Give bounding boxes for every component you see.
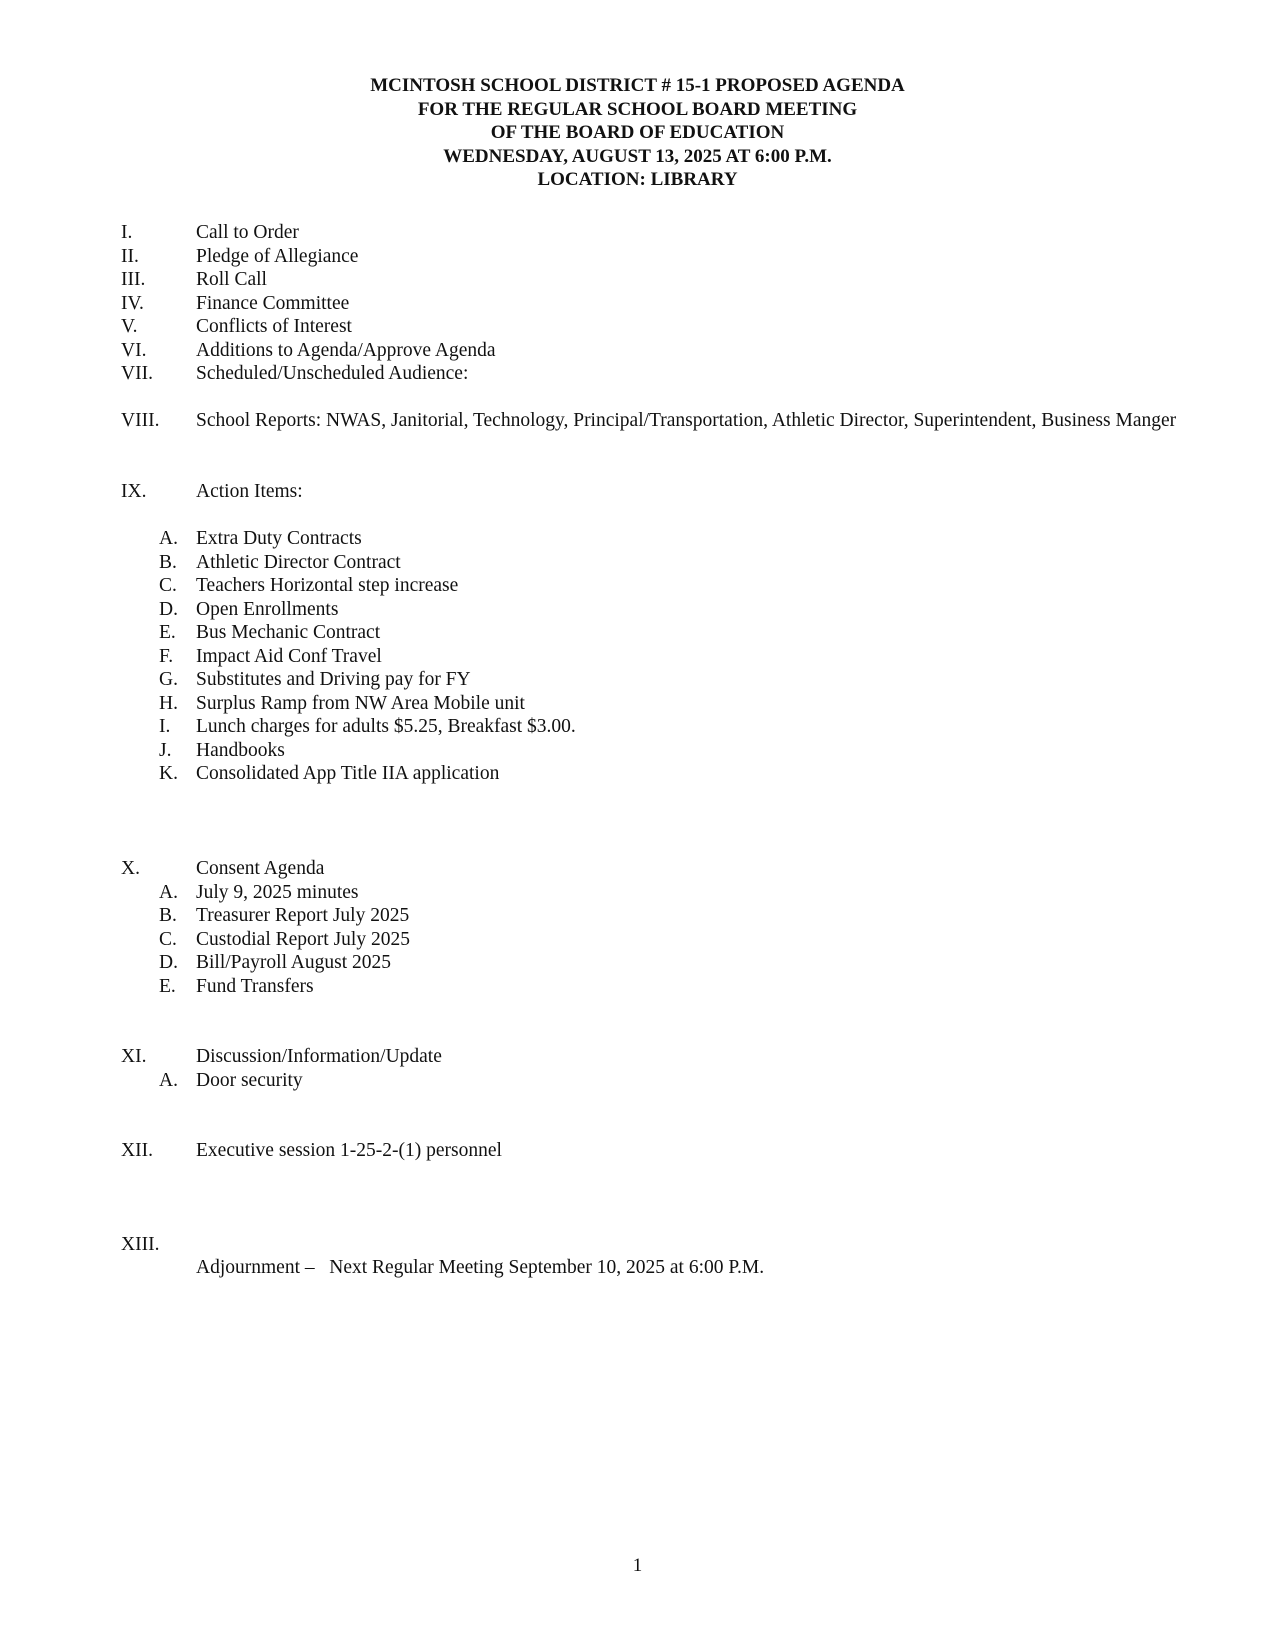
item-text: Additions to Agenda/Approve Agenda xyxy=(196,339,496,361)
item-letter: A. xyxy=(159,881,178,903)
item-text: July 9, 2025 minutes xyxy=(196,881,359,903)
item-letter: D. xyxy=(159,598,178,620)
item-letter: J. xyxy=(159,739,172,761)
item-text: Extra Duty Contracts xyxy=(196,528,362,549)
item-text: Action Items: xyxy=(196,481,303,502)
item-number: VIII. xyxy=(121,410,160,431)
item-letter: E. xyxy=(159,622,176,643)
item-text: Substitutes and Driving pay for FY xyxy=(196,669,471,690)
item-text: Fund Transfers xyxy=(196,975,314,997)
agenda-item-xiii xyxy=(0,1209,765,1280)
item-text: Impact Aid Conf Travel xyxy=(196,645,382,667)
item-letter: A. xyxy=(159,1069,178,1091)
item-number: IV. xyxy=(121,292,144,314)
item-letter: B. xyxy=(159,905,177,926)
item-number: X. xyxy=(121,858,140,879)
item-letter: B. xyxy=(159,551,177,573)
item-text: Bus Mechanic Contract xyxy=(196,622,381,643)
item-letter: I. xyxy=(159,716,171,737)
item-letter: G. xyxy=(159,669,178,690)
item-number: VII. xyxy=(121,363,153,384)
item-text: Consent Agenda xyxy=(196,858,325,879)
item-letter: C. xyxy=(159,928,177,950)
item-text: Discussion/Information/Update xyxy=(196,1046,442,1067)
item-text: Teachers Horizontal step increase xyxy=(196,575,459,596)
item-text: Athletic Director Contract xyxy=(196,551,401,573)
item-text: Open Enrollments xyxy=(196,598,339,620)
item-text: Consolidated App Title IIA application xyxy=(196,763,500,784)
item-text: Bill/Payroll August 2025 xyxy=(196,952,392,973)
item-number: VI. xyxy=(121,339,147,361)
item-text: Adjournment – Next Regular Meeting September 10, 2025 at 6:00 P.M. xyxy=(196,1257,765,1278)
item-text: Finance Committee xyxy=(196,292,350,314)
item-text: Roll Call xyxy=(196,269,267,290)
header-location: LOCATION: LIBRARY xyxy=(537,169,738,190)
item-text: Treasurer Report July 2025 xyxy=(196,905,410,926)
item-number: IX. xyxy=(121,481,147,502)
item-text: Executive session 1-25-2-(1) personnel xyxy=(196,1140,502,1161)
item-number: XI. xyxy=(121,1046,147,1067)
item-number: III. xyxy=(121,269,146,290)
item-text: Door security xyxy=(196,1069,303,1091)
item-text: Custodial Report July 2025 xyxy=(196,928,410,950)
item-letter: A. xyxy=(159,528,178,549)
item-letter: F. xyxy=(159,645,174,667)
item-text: Handbooks xyxy=(196,739,285,761)
item-number: II. xyxy=(121,245,139,267)
header-meeting-type: FOR THE REGULAR SCHOOL BOARD MEETING xyxy=(417,98,858,120)
item-text: Scheduled/Unscheduled Audience: xyxy=(196,363,469,384)
header-board: OF THE BOARD OF EDUCATION xyxy=(490,122,785,143)
item-number: I. xyxy=(121,222,133,243)
item-letter: K. xyxy=(159,763,178,784)
item-number: V. xyxy=(121,316,138,337)
item-letter: H. xyxy=(159,692,178,714)
item-letter: E. xyxy=(159,975,176,997)
item-text: School Reports: NWAS, Janitorial, Technology, Principal/Transportation, Athletic Director, Superintendent, Business Manger xyxy=(196,410,1177,431)
item-text: Conflicts of Interest xyxy=(196,316,352,337)
agenda-header xyxy=(0,74,1275,192)
item-text: Call to Order xyxy=(196,222,299,243)
item-letter: C. xyxy=(159,575,177,596)
page-number: 1 xyxy=(632,1555,643,1576)
item-number: XII. xyxy=(121,1140,153,1161)
item-text: Lunch charges for adults $5.25, Breakfast $3.00. xyxy=(196,716,576,737)
item-text: Pledge of Allegiance xyxy=(196,245,359,267)
header-date-time: WEDNESDAY, AUGUST 13, 2025 AT 6:00 P.M. xyxy=(443,145,832,167)
item-text: Surplus Ramp from NW Area Mobile unit xyxy=(196,692,525,714)
header-district-title: MCINTOSH SCHOOL DISTRICT # 15-1 PROPOSED AGENDA xyxy=(370,75,905,96)
item-letter: D. xyxy=(159,952,178,973)
item-number: XIII. xyxy=(121,1233,160,1255)
